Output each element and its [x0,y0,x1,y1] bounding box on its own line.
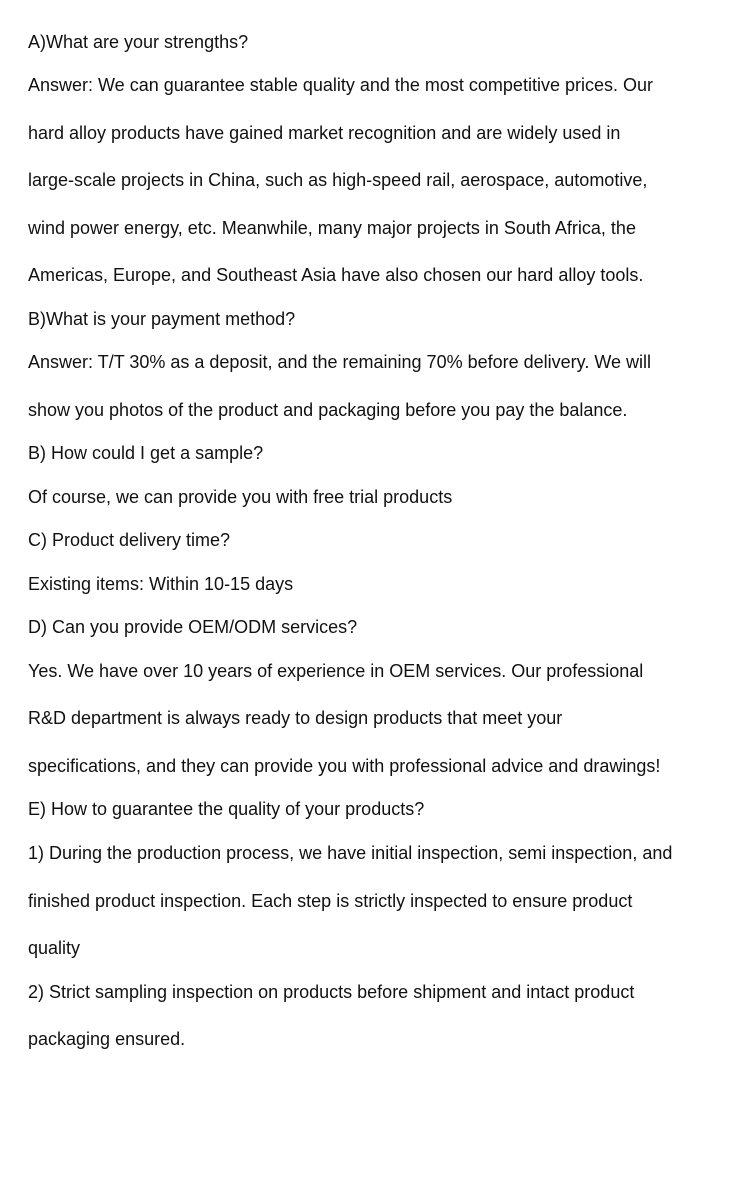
faq-answer-line: Answer: T/T 30% as a deposit, and the remaining 70% before delivery. We will [28,352,651,372]
faq-answer-line: finished product inspection. Each step is strictly inspected to ensure product [28,891,633,911]
faq-answer-line: quality [28,938,81,958]
faq-answer-line: wind power energy, etc. Meanwhile, many major projects in South Africa, the [28,218,636,238]
faq-answer-line: large-scale projects in China, such as high-speed rail, aerospace, automotive, [28,170,648,190]
faq-answer-line: 1) During the production process, we have initial inspection, semi inspection, and [28,843,673,863]
faq-answer-line: specifications, and they can provide you with professional advice and drawings! [28,756,661,776]
faq-question: E) How to guarantee the quality of your products? [28,799,425,819]
faq-answer-line: Existing items: Within 10-15 days [28,574,294,594]
faq-answer-line: hard alloy products have gained market recognition and are widely used in [28,123,621,143]
faq-question: B) How could I get a sample? [28,443,264,463]
faq-question: D) Can you provide OEM/ODM services? [28,617,358,637]
faq-answer-line: Answer: We can guarantee stable quality and the most competitive prices. Our [28,75,653,95]
faq-answer-line: Of course, we can provide you with free trial products [28,487,453,507]
faq-question: A)What are your strengths? [28,32,249,52]
faq-answer-line: 2) Strict sampling inspection on products before shipment and intact product [28,982,635,1002]
faq-answer-line: R&D department is always ready to design products that meet your [28,708,563,728]
faq-answer-line: Yes. We have over 10 years of experience in OEM services. Our professional [28,661,644,681]
faq-answer-line: Americas, Europe, and Southeast Asia have also chosen our hard alloy tools. [28,265,644,285]
faq-question: B)What is your payment method? [28,309,296,329]
faq-question: C) Product delivery time? [28,530,231,550]
faq-answer-line: packaging ensured. [28,1029,186,1049]
faq-answer-line: show you photos of the product and packaging before you pay the balance. [28,400,628,420]
